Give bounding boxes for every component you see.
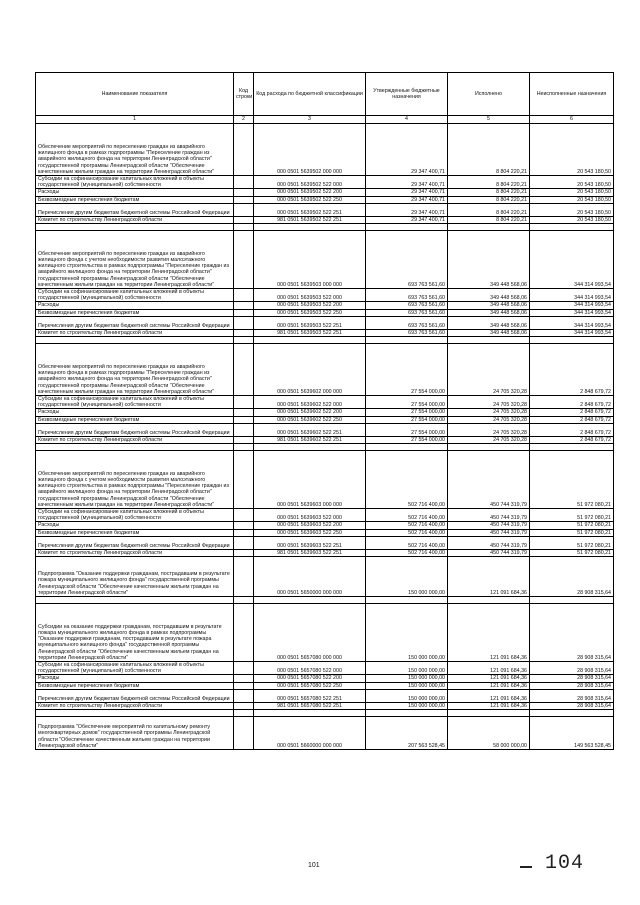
line-code-cell bbox=[234, 682, 254, 689]
spacer-cell bbox=[448, 597, 530, 604]
unexecuted-amount-cell: 28 908 315,64 bbox=[530, 675, 614, 682]
spacer-cell bbox=[530, 224, 614, 231]
table-row bbox=[36, 451, 614, 509]
line-code-cell bbox=[234, 231, 254, 289]
executed-amount-cell: 349 448 568,06 bbox=[448, 289, 530, 302]
executed-amount-cell: 450 744 319,79 bbox=[448, 522, 530, 529]
executed-amount-cell: 349 448 568,06 bbox=[448, 231, 530, 289]
line-code-cell bbox=[234, 203, 254, 216]
approved-amount-cell: 150 000 000,00 bbox=[366, 557, 448, 597]
unexecuted-amount-cell: 344 314 993,54 bbox=[530, 231, 614, 289]
executed-amount-cell: 450 744 319,79 bbox=[448, 451, 530, 509]
executed-amount-cell: 349 448 568,06 bbox=[448, 329, 530, 336]
unexecuted-amount-cell: 28 908 315,64 bbox=[530, 702, 614, 709]
line-code-cell bbox=[234, 509, 254, 522]
line-code-cell bbox=[234, 522, 254, 529]
unexecuted-amount-cell: 20 543 180,50 bbox=[530, 124, 614, 176]
executed-amount-cell: 24 705 320,28 bbox=[448, 344, 530, 396]
indicator-name-cell: Обеспечение мероприятий по переселению граждан из аварийного жилищного фонда в рамках подпрограммы "Переселение граждан из аварийного жилищного фонда на территории Ленинградской области" государственной программы Ленинградской области "Обеспечение качественным жильем граждан на территории Ленинградской области" bbox=[36, 124, 234, 176]
line-code-cell bbox=[234, 557, 254, 597]
unexecuted-amount-cell: 344 314 993,54 bbox=[530, 316, 614, 329]
spacer-cell bbox=[366, 337, 448, 344]
spacer-cell bbox=[530, 710, 614, 717]
column-number: 3 bbox=[254, 116, 366, 124]
line-code-cell bbox=[234, 436, 254, 443]
executed-amount-cell: 121 091 684,36 bbox=[448, 675, 530, 682]
approved-amount-cell: 502 716 400,00 bbox=[366, 509, 448, 522]
line-code-cell bbox=[234, 529, 254, 536]
budget-code-cell: 000 0501 5639603 522 200 bbox=[254, 522, 366, 529]
unexecuted-amount-cell: 51 972 080,21 bbox=[530, 549, 614, 556]
unexecuted-amount-cell: 20 543 180,50 bbox=[530, 189, 614, 196]
line-code-cell bbox=[234, 309, 254, 316]
column-number: 6 bbox=[530, 116, 614, 124]
unexecuted-amount-cell: 51 972 080,21 bbox=[530, 451, 614, 509]
table-row bbox=[36, 231, 614, 289]
spacer-row bbox=[36, 597, 614, 604]
executed-amount-cell: 24 705 320,28 bbox=[448, 396, 530, 409]
executed-amount-cell: 8 804 220,21 bbox=[448, 176, 530, 189]
table-row bbox=[36, 124, 614, 176]
spacer-cell bbox=[530, 444, 614, 451]
executed-amount-cell: 24 705 320,28 bbox=[448, 416, 530, 423]
spacer-cell bbox=[448, 224, 530, 231]
indicator-name-cell: Расходы bbox=[36, 302, 234, 309]
line-code-cell bbox=[234, 302, 254, 309]
spacer-cell bbox=[254, 337, 366, 344]
unexecuted-amount-cell: 51 972 080,21 bbox=[530, 509, 614, 522]
indicator-name-cell: Обеспечение мероприятий по переселению граждан из аварийного жилищного фонда в рамках подпрограммы "Переселение граждан из аварийного жилищного фонда на территории Ленинградской области" государственной программы Ленинградской области "Обеспечение качественным жильем граждан на территории Ленинградской области" bbox=[36, 344, 234, 396]
budget-code-cell: 000 0501 5639603 000 000 bbox=[254, 451, 366, 509]
table-row bbox=[36, 717, 614, 750]
table-row bbox=[36, 176, 614, 189]
indicator-name-cell: Расходы bbox=[36, 409, 234, 416]
line-code-cell bbox=[234, 451, 254, 509]
executed-amount-cell: 121 091 684,36 bbox=[448, 702, 530, 709]
indicator-name-cell: Комитет по строительству Ленинградской области bbox=[36, 329, 234, 336]
spacer-row bbox=[36, 710, 614, 717]
spacer-cell bbox=[234, 337, 254, 344]
approved-amount-cell: 27 554 000,00 bbox=[366, 436, 448, 443]
budget-execution-table bbox=[35, 72, 614, 750]
approved-amount-cell: 29 347 400,71 bbox=[366, 196, 448, 203]
column-number: 4 bbox=[366, 116, 448, 124]
line-code-cell bbox=[234, 416, 254, 423]
spacer-cell bbox=[448, 710, 530, 717]
approved-amount-cell: 502 716 400,00 bbox=[366, 529, 448, 536]
indicator-name-cell: Перечисления другим бюджетам бюджетной системы Российской Федерации bbox=[36, 316, 234, 329]
unexecuted-amount-cell: 2 848 679,72 bbox=[530, 396, 614, 409]
indicator-name-cell: Субсидии на софинансирование капитальных вложений в объекты государственной (муниципальной) собственности bbox=[36, 509, 234, 522]
executed-amount-cell: 8 804 220,21 bbox=[448, 189, 530, 196]
unexecuted-amount-cell: 28 908 315,64 bbox=[530, 604, 614, 662]
budget-code-cell: 000 0501 5639503 000 000 bbox=[254, 231, 366, 289]
executed-amount-cell: 8 804 220,21 bbox=[448, 216, 530, 223]
unexecuted-amount-cell: 2 848 679,72 bbox=[530, 409, 614, 416]
executed-amount-cell: 450 744 319,79 bbox=[448, 529, 530, 536]
approved-amount-cell: 693 763 561,60 bbox=[366, 231, 448, 289]
spacer-cell bbox=[36, 337, 234, 344]
indicator-name-cell: Обеспечение мероприятий по переселению граждан из аварийного жилищного фонда с учетом необходимости развития малоэтажного жилищного строительства в рамках подпрограммы "Переселение граждан из аварийного жилищного фонда на территории Ленинградской области" государственной программы Ленинградской области "Обеспечение качественным жильем граждан на территории Ленинградской области" bbox=[36, 451, 234, 509]
executed-amount-cell: 450 744 319,79 bbox=[448, 549, 530, 556]
approved-amount-cell: 29 347 400,71 bbox=[366, 216, 448, 223]
line-code-cell bbox=[234, 396, 254, 409]
header-budget-code: Код расхода по бюджетной классификации bbox=[254, 73, 366, 116]
indicator-name-cell: Расходы bbox=[36, 522, 234, 529]
approved-amount-cell: 150 000 000,00 bbox=[366, 662, 448, 675]
indicator-name-cell: Расходы bbox=[36, 189, 234, 196]
column-number-row bbox=[36, 116, 614, 124]
unexecuted-amount-cell: 51 972 080,21 bbox=[530, 522, 614, 529]
table-row bbox=[36, 409, 614, 416]
approved-amount-cell: 693 763 561,60 bbox=[366, 302, 448, 309]
header-indicator-name: Наименование показателя bbox=[36, 73, 234, 116]
budget-code-cell: 000 0501 5639503 522 250 bbox=[254, 309, 366, 316]
unexecuted-amount-cell: 2 848 679,72 bbox=[530, 416, 614, 423]
spacer-cell bbox=[530, 597, 614, 604]
budget-code-cell: 000 0501 5657080 000 000 bbox=[254, 604, 366, 662]
spacer-cell bbox=[254, 444, 366, 451]
approved-amount-cell: 29 347 400,71 bbox=[366, 203, 448, 216]
approved-amount-cell: 693 763 561,60 bbox=[366, 289, 448, 302]
approved-amount-cell: 693 763 561,60 bbox=[366, 309, 448, 316]
table-row bbox=[36, 536, 614, 549]
line-code-cell bbox=[234, 196, 254, 203]
line-code-cell bbox=[234, 689, 254, 702]
line-code-cell bbox=[234, 702, 254, 709]
spacer-cell bbox=[36, 710, 234, 717]
column-number: 5 bbox=[448, 116, 530, 124]
executed-amount-cell: 450 744 319,79 bbox=[448, 536, 530, 549]
budget-code-cell: 000 0501 5639602 522 251 bbox=[254, 423, 366, 436]
budget-code-cell: 000 0501 5660000 000 000 bbox=[254, 717, 366, 750]
indicator-name-cell: Перечисления другим бюджетам бюджетной системы Российской Федерации bbox=[36, 423, 234, 436]
budget-code-cell: 981 0501 5639603 522 251 bbox=[254, 549, 366, 556]
spacer-cell bbox=[36, 224, 234, 231]
indicator-name-cell: Безвозмездные перечисления бюджетам bbox=[36, 309, 234, 316]
approved-amount-cell: 502 716 400,00 bbox=[366, 522, 448, 529]
spacer-cell bbox=[234, 224, 254, 231]
table-row bbox=[36, 309, 614, 316]
executed-amount-cell: 8 804 220,21 bbox=[448, 124, 530, 176]
budget-code-cell: 000 0501 5639603 522 250 bbox=[254, 529, 366, 536]
table-row bbox=[36, 675, 614, 682]
column-number: 1 bbox=[36, 116, 234, 124]
unexecuted-amount-cell: 20 543 180,50 bbox=[530, 216, 614, 223]
budget-code-cell: 981 0501 5639502 522 251 bbox=[254, 216, 366, 223]
budget-code-cell: 000 0501 5639502 000 000 bbox=[254, 124, 366, 176]
spacer-cell bbox=[36, 444, 234, 451]
table-row bbox=[36, 396, 614, 409]
spacer-cell bbox=[448, 444, 530, 451]
executed-amount-cell: 349 448 568,06 bbox=[448, 309, 530, 316]
approved-amount-cell: 502 716 400,00 bbox=[366, 451, 448, 509]
budget-code-cell: 000 0501 5639502 522 000 bbox=[254, 176, 366, 189]
executed-amount-cell: 121 091 684,36 bbox=[448, 689, 530, 702]
indicator-name-cell: Комитет по строительству Ленинградской области bbox=[36, 549, 234, 556]
table-row bbox=[36, 289, 614, 302]
table-row bbox=[36, 203, 614, 216]
line-code-cell bbox=[234, 536, 254, 549]
table-row bbox=[36, 682, 614, 689]
unexecuted-amount-cell: 149 563 528,45 bbox=[530, 717, 614, 750]
executed-amount-cell: 121 091 684,36 bbox=[448, 662, 530, 675]
budget-code-cell: 000 0501 5639502 522 251 bbox=[254, 203, 366, 216]
stamped-page-number: 104 bbox=[545, 852, 585, 875]
spacer-cell bbox=[366, 444, 448, 451]
line-code-cell bbox=[234, 216, 254, 223]
approved-amount-cell: 693 763 561,60 bbox=[366, 316, 448, 329]
dash-mark bbox=[520, 866, 532, 868]
indicator-name-cell: Подпрограмма "Обеспечение мероприятий по капитальному ремонту многоквартирных домов" государственной программы Ленинградской области "Обеспечение качественным жильем граждан на территории Ленинградской области" bbox=[36, 717, 234, 750]
budget-code-cell: 000 0501 5657080 522 250 bbox=[254, 682, 366, 689]
spacer-cell bbox=[254, 224, 366, 231]
unexecuted-amount-cell: 51 972 080,21 bbox=[530, 536, 614, 549]
unexecuted-amount-cell: 20 543 180,50 bbox=[530, 176, 614, 189]
indicator-name-cell: Подпрограмма "Оказание поддержки гражданам, пострадавшим в результате пожара муниципального жилищного фонда" государственной программы Ленинградской области "Обеспечение качественным жильем граждан на территории Ленинградской области" bbox=[36, 557, 234, 597]
budget-code-cell: 000 0501 5657080 522 251 bbox=[254, 689, 366, 702]
unexecuted-amount-cell: 2 848 679,72 bbox=[530, 423, 614, 436]
line-code-cell bbox=[234, 124, 254, 176]
indicator-name-cell: Безвозмездные перечисления бюджетам bbox=[36, 682, 234, 689]
page-number: 101 bbox=[308, 862, 320, 869]
indicator-name-cell: Субсидии на софинансирование капитальных вложений в объекты государственной (муниципальной) собственности bbox=[36, 662, 234, 675]
line-code-cell bbox=[234, 423, 254, 436]
table-row bbox=[36, 529, 614, 536]
indicator-name-cell: Субсидии на оказание поддержки гражданам, пострадавшим в результате пожара муниципального жилищного фонда в рамках подпрограммы "Оказание поддержки гражданам, пострадавшим в результате пожара муниципального жилищного фонда" государственной программы Ленинградской области "Обеспечение качественным жильем граждан на территории Ленинградской области" bbox=[36, 604, 234, 662]
executed-amount-cell: 24 705 320,28 bbox=[448, 423, 530, 436]
indicator-name-cell: Безвозмездные перечисления бюджетам bbox=[36, 529, 234, 536]
budget-code-cell: 000 0501 5639503 522 200 bbox=[254, 302, 366, 309]
budget-code-cell: 000 0501 5639602 000 000 bbox=[254, 344, 366, 396]
budget-code-cell: 000 0501 5639602 522 000 bbox=[254, 396, 366, 409]
indicator-name-cell: Перечисления другим бюджетам бюджетной системы Российской Федерации bbox=[36, 689, 234, 702]
indicator-name-cell: Субсидии на софинансирование капитальных вложений в объекты государственной (муниципальной) собственности bbox=[36, 396, 234, 409]
spacer-cell bbox=[254, 710, 366, 717]
unexecuted-amount-cell: 344 314 993,54 bbox=[530, 302, 614, 309]
unexecuted-amount-cell: 344 314 993,54 bbox=[530, 289, 614, 302]
table-row bbox=[36, 662, 614, 675]
unexecuted-amount-cell: 344 314 993,54 bbox=[530, 309, 614, 316]
indicator-name-cell: Комитет по строительству Ленинградской области bbox=[36, 702, 234, 709]
indicator-name-cell: Безвозмездные перечисления бюджетам bbox=[36, 416, 234, 423]
unexecuted-amount-cell: 2 848 679,72 bbox=[530, 436, 614, 443]
unexecuted-amount-cell: 28 908 315,64 bbox=[530, 557, 614, 597]
executed-amount-cell: 24 705 320,28 bbox=[448, 409, 530, 416]
indicator-name-cell: Перечисления другим бюджетам бюджетной системы Российской Федерации bbox=[36, 536, 234, 549]
spacer-cell bbox=[234, 597, 254, 604]
executed-amount-cell: 450 744 319,79 bbox=[448, 509, 530, 522]
approved-amount-cell: 502 716 400,00 bbox=[366, 536, 448, 549]
executed-amount-cell: 8 804 220,21 bbox=[448, 203, 530, 216]
executed-amount-cell: 24 705 320,28 bbox=[448, 436, 530, 443]
executed-amount-cell: 121 091 684,36 bbox=[448, 557, 530, 597]
spacer-row bbox=[36, 337, 614, 344]
approved-amount-cell: 27 554 000,00 bbox=[366, 416, 448, 423]
unexecuted-amount-cell: 344 314 993,54 bbox=[530, 329, 614, 336]
line-code-cell bbox=[234, 717, 254, 750]
spacer-cell bbox=[254, 597, 366, 604]
table-header-row bbox=[36, 73, 614, 116]
table-row bbox=[36, 604, 614, 662]
budget-code-cell: 000 0501 5639603 522 251 bbox=[254, 536, 366, 549]
line-code-cell bbox=[234, 329, 254, 336]
budget-code-cell: 981 0501 5657080 522 251 bbox=[254, 702, 366, 709]
executed-amount-cell: 349 448 568,06 bbox=[448, 302, 530, 309]
spacer-cell bbox=[366, 597, 448, 604]
header-unexecuted: Неисполненные назначения bbox=[530, 73, 614, 116]
unexecuted-amount-cell: 28 908 315,64 bbox=[530, 682, 614, 689]
approved-amount-cell: 150 000 000,00 bbox=[366, 675, 448, 682]
table-row bbox=[36, 423, 614, 436]
line-code-cell bbox=[234, 675, 254, 682]
header-line-code: Код строки bbox=[234, 73, 254, 116]
line-code-cell bbox=[234, 316, 254, 329]
indicator-name-cell: Субсидии на софинансирование капитальных вложений в объекты государственной (муниципальной) собственности bbox=[36, 176, 234, 189]
line-code-cell bbox=[234, 604, 254, 662]
indicator-name-cell: Безвозмездные перечисления бюджетам bbox=[36, 196, 234, 203]
line-code-cell bbox=[234, 344, 254, 396]
unexecuted-amount-cell: 28 908 315,64 bbox=[530, 689, 614, 702]
approved-amount-cell: 27 554 000,00 bbox=[366, 396, 448, 409]
executed-amount-cell: 58 000 000,00 bbox=[448, 717, 530, 750]
budget-code-cell: 000 0501 5639502 522 250 bbox=[254, 196, 366, 203]
table-row bbox=[36, 522, 614, 529]
indicator-name-cell: Комитет по строительству Ленинградской области bbox=[36, 216, 234, 223]
budget-code-cell: 981 0501 5639602 522 251 bbox=[254, 436, 366, 443]
unexecuted-amount-cell: 20 543 180,50 bbox=[530, 203, 614, 216]
budget-code-cell: 000 0501 5639502 522 200 bbox=[254, 189, 366, 196]
spacer-cell bbox=[366, 224, 448, 231]
indicator-name-cell: Расходы bbox=[36, 675, 234, 682]
approved-amount-cell: 693 763 561,60 bbox=[366, 329, 448, 336]
unexecuted-amount-cell: 28 908 315,64 bbox=[530, 662, 614, 675]
line-code-cell bbox=[234, 662, 254, 675]
spacer-cell bbox=[530, 337, 614, 344]
executed-amount-cell: 121 091 684,36 bbox=[448, 682, 530, 689]
unexecuted-amount-cell: 51 972 080,21 bbox=[530, 529, 614, 536]
budget-code-cell: 000 0501 5639503 522 000 bbox=[254, 289, 366, 302]
budget-code-cell: 000 0501 5657080 522 200 bbox=[254, 675, 366, 682]
table-row bbox=[36, 702, 614, 709]
approved-amount-cell: 27 554 000,00 bbox=[366, 423, 448, 436]
executed-amount-cell: 8 804 220,21 bbox=[448, 196, 530, 203]
approved-amount-cell: 29 347 400,71 bbox=[366, 176, 448, 189]
budget-code-cell: 000 0501 5639602 522 200 bbox=[254, 409, 366, 416]
approved-amount-cell: 27 554 000,00 bbox=[366, 344, 448, 396]
indicator-name-cell: Комитет по строительству Ленинградской области bbox=[36, 436, 234, 443]
spacer-cell bbox=[234, 444, 254, 451]
column-number: 2 bbox=[234, 116, 254, 124]
budget-code-cell: 000 0501 5639503 522 251 bbox=[254, 316, 366, 329]
approved-amount-cell: 150 000 000,00 bbox=[366, 682, 448, 689]
approved-amount-cell: 502 716 400,00 bbox=[366, 549, 448, 556]
table-row bbox=[36, 689, 614, 702]
executed-amount-cell: 349 448 568,06 bbox=[448, 316, 530, 329]
approved-amount-cell: 150 000 000,00 bbox=[366, 604, 448, 662]
line-code-cell bbox=[234, 189, 254, 196]
table-row bbox=[36, 436, 614, 443]
line-code-cell bbox=[234, 176, 254, 189]
approved-amount-cell: 150 000 000,00 bbox=[366, 702, 448, 709]
table-row bbox=[36, 329, 614, 336]
spacer-row bbox=[36, 224, 614, 231]
approved-amount-cell: 27 554 000,00 bbox=[366, 409, 448, 416]
spacer-cell bbox=[448, 337, 530, 344]
line-code-cell bbox=[234, 289, 254, 302]
indicator-name-cell: Обеспечение мероприятий по переселению граждан из аварийного жилищного фонда с учетом необходимости развития малоэтажного жилищного строительства в рамках подпрограммы "Переселение граждан из аварийного жилищного фонда на территории Ленинградской области" государственной программы Ленинградской области "Обеспечение качественным жильем граждан на территории Ленинградской области" bbox=[36, 231, 234, 289]
budget-code-cell: 000 0501 5657080 522 000 bbox=[254, 662, 366, 675]
table-row bbox=[36, 316, 614, 329]
line-code-cell bbox=[234, 409, 254, 416]
table-body bbox=[36, 124, 614, 750]
table-row bbox=[36, 549, 614, 556]
approved-amount-cell: 207 563 528,45 bbox=[366, 717, 448, 750]
table-row bbox=[36, 344, 614, 396]
spacer-row bbox=[36, 444, 614, 451]
approved-amount-cell: 29 347 400,71 bbox=[366, 124, 448, 176]
budget-code-cell: 000 0501 5639602 522 250 bbox=[254, 416, 366, 423]
budget-code-cell: 981 0501 5639503 522 251 bbox=[254, 329, 366, 336]
table-row bbox=[36, 302, 614, 309]
executed-amount-cell: 121 091 684,36 bbox=[448, 604, 530, 662]
indicator-name-cell: Перечисления другим бюджетам бюджетной системы Российской Федерации bbox=[36, 203, 234, 216]
table-row bbox=[36, 196, 614, 203]
table-row bbox=[36, 216, 614, 223]
spacer-cell bbox=[234, 710, 254, 717]
approved-amount-cell: 150 000 000,00 bbox=[366, 689, 448, 702]
header-executed: Исполнено bbox=[448, 73, 530, 116]
table-row bbox=[36, 557, 614, 597]
table-row bbox=[36, 509, 614, 522]
table-row bbox=[36, 416, 614, 423]
line-code-cell bbox=[234, 549, 254, 556]
budget-code-cell: 000 0501 5639603 522 000 bbox=[254, 509, 366, 522]
indicator-name-cell: Субсидии на софинансирование капитальных вложений в объекты государственной (муниципальной) собственности bbox=[36, 289, 234, 302]
spacer-cell bbox=[366, 710, 448, 717]
spacer-cell bbox=[36, 597, 234, 604]
header-approved: Утвержденные бюджетные назначения bbox=[366, 73, 448, 116]
budget-code-cell: 000 0501 5650000 000 000 bbox=[254, 557, 366, 597]
table-row bbox=[36, 189, 614, 196]
unexecuted-amount-cell: 20 543 180,50 bbox=[530, 196, 614, 203]
unexecuted-amount-cell: 2 848 679,72 bbox=[530, 344, 614, 396]
approved-amount-cell: 29 347 400,71 bbox=[366, 189, 448, 196]
